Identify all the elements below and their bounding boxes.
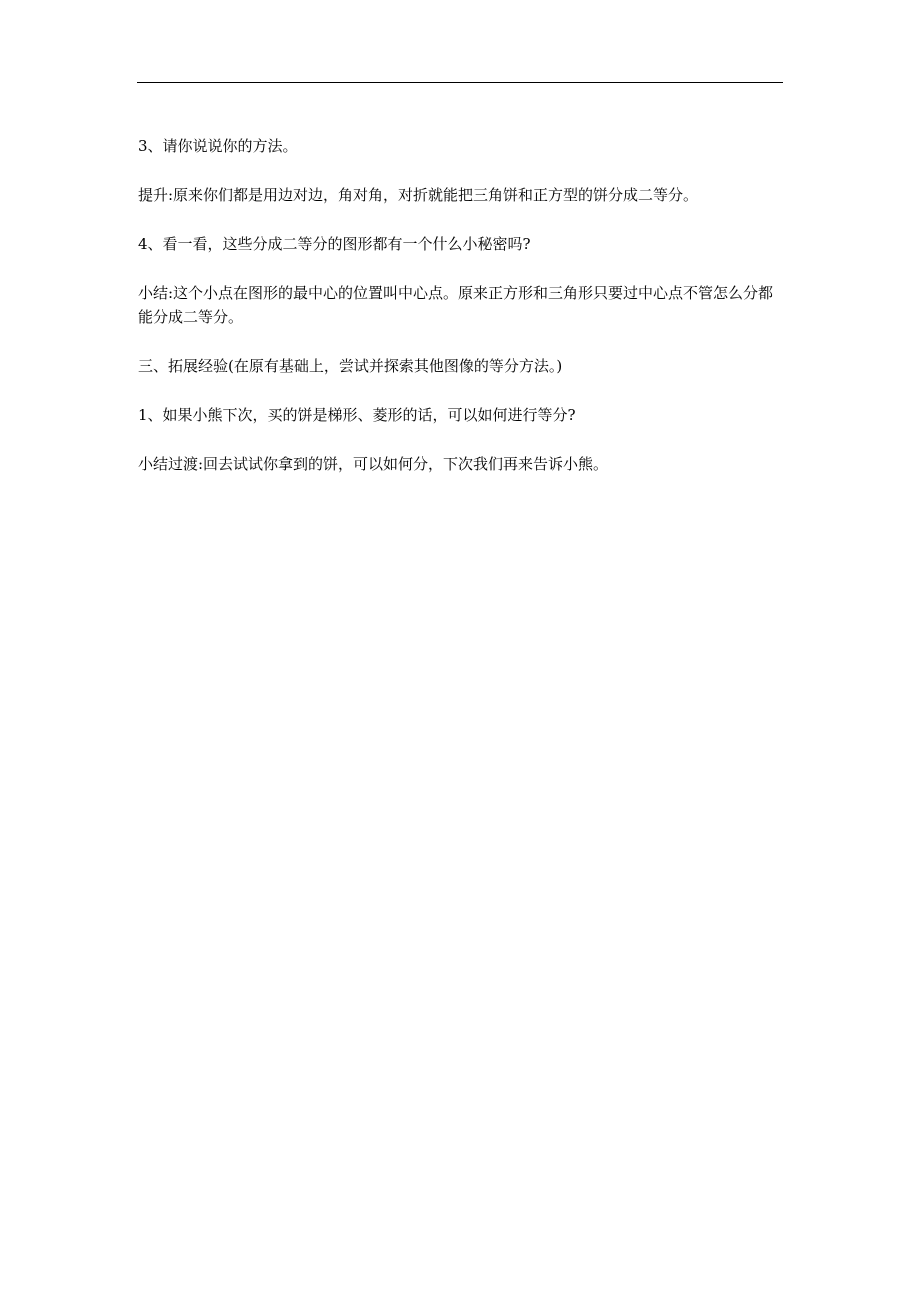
paragraph-step-3: 3、请你说说你的方法。 [138, 137, 298, 155]
section-heading-extension: 三、拓展经验(在原有基础上，尝试并探索其他图像的等分方法。) [138, 357, 563, 375]
paragraph-summary-folding: 提升:原来你们都是用边对边，角对角，对折就能把三角饼和正方型的饼分成二等分。 [138, 186, 699, 204]
paragraph-question-1: 1、如果小熊下次，买的饼是梯形、菱形的话，可以如何进行等分? [138, 406, 576, 424]
paragraph-step-4: 4、看一看，这些分成二等分的图形都有一个什么小秘密吗? [138, 235, 531, 253]
header-rule [137, 82, 783, 83]
paragraph-summary-center-point: 小结:这个小点在图形的最中心的位置叫中心点。原来正方形和三角形只要过中心点不管怎么分都能分成二等分。 [138, 284, 774, 326]
document-body [138, 134, 786, 476]
paragraph-summary-transition: 小结过渡:回去试试你拿到的饼，可以如何分，下次我们再来告诉小熊。 [138, 455, 609, 473]
